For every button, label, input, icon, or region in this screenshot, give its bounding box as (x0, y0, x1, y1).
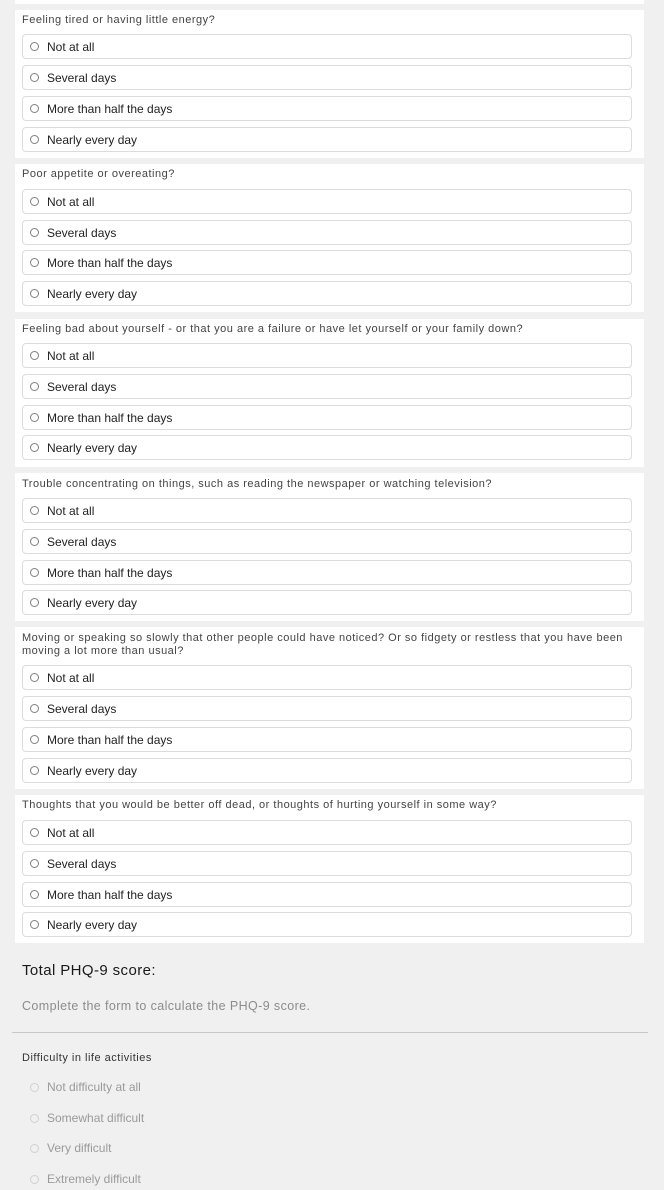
option-label: More than half the days (47, 102, 173, 116)
option-several-days[interactable] (22, 65, 632, 90)
radio-icon[interactable] (30, 42, 39, 51)
option-label: Several days (47, 535, 117, 549)
option-label: Extremely difficult (47, 1172, 141, 1186)
option-label: More than half the days (47, 733, 173, 747)
option-label: Several days (47, 380, 117, 394)
radio-icon[interactable] (30, 537, 39, 546)
option-not-at-all[interactable] (22, 343, 632, 368)
question-text: Poor appetite or overeating? (22, 168, 175, 180)
radio-icon[interactable] (30, 1083, 39, 1092)
radio-icon[interactable] (30, 1114, 39, 1123)
radio-icon[interactable] (30, 413, 39, 422)
option-not-at-all[interactable] (22, 665, 632, 690)
radio-icon[interactable] (30, 197, 39, 206)
option-not-at-all[interactable] (22, 189, 632, 214)
option-label: Not at all (47, 671, 95, 685)
radio-icon[interactable] (30, 568, 39, 577)
option-nearly-every-day[interactable] (22, 912, 632, 937)
radio-icon[interactable] (30, 920, 39, 929)
previous-question-card (15, 0, 644, 4)
total-score-description: Complete the form to calculate the PHQ-9 score. (22, 999, 311, 1013)
option-label: Not at all (47, 504, 95, 518)
option-not-at-all[interactable] (22, 820, 632, 845)
option-label: Several days (47, 71, 117, 85)
option-label: Nearly every day (47, 918, 138, 932)
option-label: Nearly every day (47, 596, 138, 610)
difficulty-option-somewhat[interactable] (22, 1108, 322, 1128)
option-nearly-every-day[interactable] (22, 281, 632, 306)
option-label: Several days (47, 702, 117, 716)
question-text: Feeling bad about yourself - or that you are a failure or have let yourself or your family down? (22, 323, 524, 335)
option-more-than-half[interactable] (22, 96, 632, 121)
option-several-days[interactable] (22, 220, 632, 245)
option-label: Several days (47, 226, 117, 240)
radio-icon[interactable] (30, 104, 39, 113)
option-label: Several days (47, 857, 117, 871)
radio-icon[interactable] (30, 735, 39, 744)
radio-icon[interactable] (30, 135, 39, 144)
radio-icon[interactable] (30, 258, 39, 267)
difficulty-option-not-difficult[interactable] (22, 1077, 322, 1097)
question-card-feeling-bad (15, 319, 644, 467)
question-text: Thoughts that you would be better off dead, or thoughts of hurting yourself in some way? (22, 799, 497, 811)
radio-icon[interactable] (30, 890, 39, 899)
option-label: Not at all (47, 195, 95, 209)
radio-icon[interactable] (30, 351, 39, 360)
question-text: Moving or speaking so slowly that other people could have noticed? Or so fidgety or restless that you have been moving a lot more than usual? (22, 632, 623, 657)
radio-icon[interactable] (30, 598, 39, 607)
option-several-days[interactable] (22, 696, 632, 721)
radio-icon[interactable] (30, 228, 39, 237)
radio-icon[interactable] (30, 382, 39, 391)
radio-icon[interactable] (30, 506, 39, 515)
option-label: More than half the days (47, 256, 173, 270)
option-label: Nearly every day (47, 764, 138, 778)
option-more-than-half[interactable] (22, 250, 632, 275)
option-not-at-all[interactable] (22, 498, 632, 523)
radio-icon[interactable] (30, 704, 39, 713)
option-more-than-half[interactable] (22, 405, 632, 430)
question-card-thoughts (15, 795, 644, 943)
radio-icon[interactable] (30, 828, 39, 837)
radio-icon[interactable] (30, 1144, 39, 1153)
option-label: Somewhat difficult (47, 1111, 145, 1125)
total-score-title: Total PHQ-9 score: (22, 962, 156, 979)
option-nearly-every-day[interactable] (22, 435, 632, 460)
question-card-tired (15, 10, 644, 158)
question-text: Trouble concentrating on things, such as reading the newspaper or watching television? (22, 478, 493, 490)
option-label: Very difficult (47, 1141, 112, 1155)
question-card-moving-slowly (15, 627, 644, 789)
option-label: More than half the days (47, 566, 173, 580)
question-text: Feeling tired or having little energy? (22, 14, 216, 26)
difficulty-option-extremely[interactable] (22, 1169, 322, 1189)
question-card-concentrating (15, 473, 644, 621)
radio-icon[interactable] (30, 443, 39, 452)
difficulty-option-very[interactable] (22, 1138, 322, 1158)
option-more-than-half[interactable] (22, 560, 632, 585)
option-several-days[interactable] (22, 529, 632, 554)
question-card-appetite (15, 164, 644, 312)
radio-icon[interactable] (30, 1175, 39, 1184)
radio-icon[interactable] (30, 289, 39, 298)
option-label: Not at all (47, 349, 95, 363)
section-divider (12, 1032, 648, 1033)
radio-icon[interactable] (30, 766, 39, 775)
option-not-at-all[interactable] (22, 34, 632, 59)
difficulty-title: Difficulty in life activities (22, 1052, 152, 1064)
option-more-than-half[interactable] (22, 727, 632, 752)
option-nearly-every-day[interactable] (22, 758, 632, 783)
option-more-than-half[interactable] (22, 882, 632, 907)
option-several-days[interactable] (22, 851, 632, 876)
option-label: Not difficulty at all (47, 1080, 141, 1094)
radio-icon[interactable] (30, 859, 39, 868)
option-label: Not at all (47, 40, 95, 54)
option-label: Not at all (47, 826, 95, 840)
radio-icon[interactable] (30, 73, 39, 82)
option-label: Nearly every day (47, 133, 138, 147)
option-nearly-every-day[interactable] (22, 127, 632, 152)
option-several-days[interactable] (22, 374, 632, 399)
option-nearly-every-day[interactable] (22, 590, 632, 615)
option-label: Nearly every day (47, 287, 138, 301)
radio-icon[interactable] (30, 673, 39, 682)
option-label: Nearly every day (47, 441, 138, 455)
option-label: More than half the days (47, 411, 173, 425)
option-label: More than half the days (47, 888, 173, 902)
